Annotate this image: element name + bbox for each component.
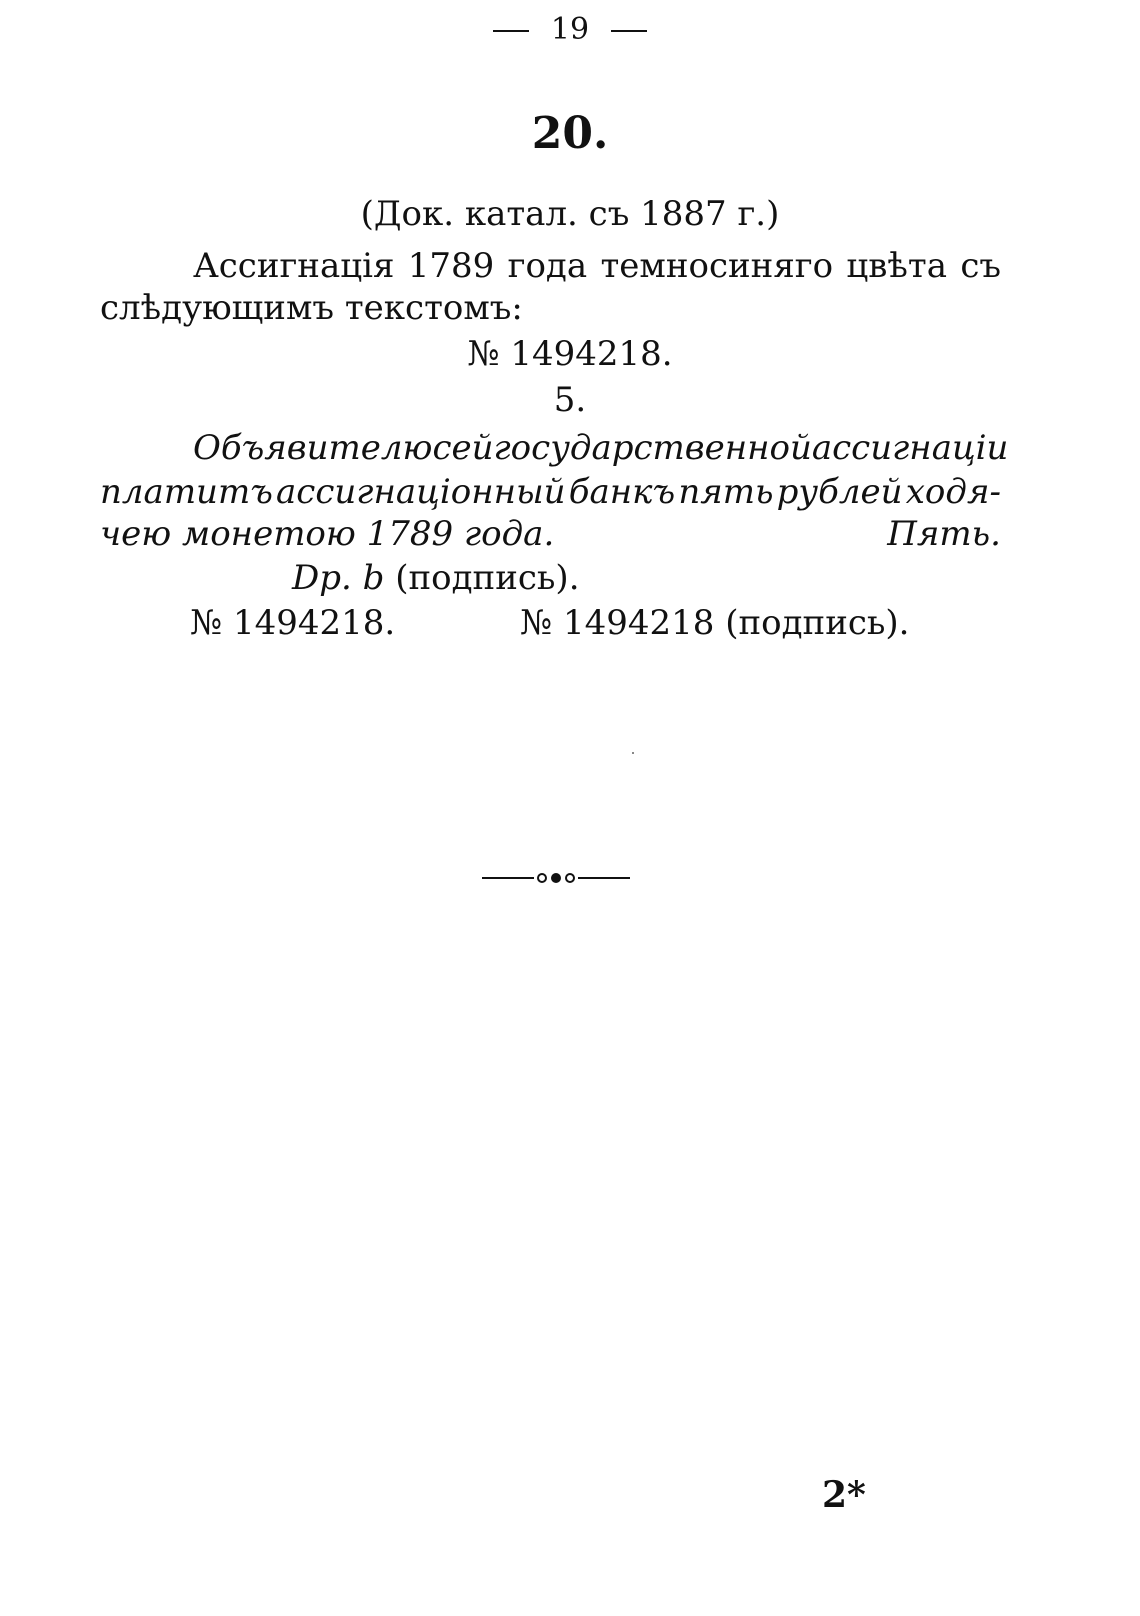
intro-word: цвѣта bbox=[846, 246, 947, 286]
footnote-mark: 2* bbox=[822, 1474, 866, 1516]
catalog-reference: (Док. катал. съ 1887 г.) bbox=[360, 194, 780, 234]
serial-number-right: № 1494218 (подпись). bbox=[520, 603, 910, 643]
denomination: 5. bbox=[553, 380, 587, 420]
text-word: банкъ bbox=[568, 472, 676, 512]
text-word: сей bbox=[432, 428, 494, 468]
text-word: платитъ bbox=[100, 472, 273, 512]
bottom-serials bbox=[190, 603, 910, 643]
intro-line-1 bbox=[193, 246, 1001, 286]
text-word: Объявителю bbox=[193, 428, 433, 468]
signature-line bbox=[292, 558, 580, 598]
dash-left bbox=[493, 30, 529, 32]
banknote-text-line-3 bbox=[100, 514, 1001, 554]
text-line-3-left: чею монетою 1789 года. bbox=[100, 514, 555, 554]
text-word: ассигнаціи bbox=[811, 428, 1009, 468]
signature-initials: Dp. b bbox=[292, 558, 385, 598]
intro-line-2: слѣдующимъ текстомъ: bbox=[100, 288, 523, 328]
intro-word: съ bbox=[960, 246, 1001, 286]
text-line-3-right: Пять. bbox=[887, 514, 1001, 554]
page-number: 19 bbox=[550, 12, 590, 47]
intro-word: темносиняго bbox=[600, 246, 834, 286]
banknote-text-line-2 bbox=[100, 472, 1001, 512]
text-word: государственной bbox=[493, 428, 812, 468]
text-word: ассигнаціонный bbox=[276, 472, 566, 512]
section-number: 20. bbox=[531, 108, 609, 159]
text-word: ходя- bbox=[905, 472, 1001, 512]
ornament-divider-icon bbox=[482, 868, 630, 888]
intro-word: 1789 bbox=[407, 246, 495, 286]
page-number-line bbox=[0, 10, 1140, 50]
dash-right bbox=[611, 30, 647, 32]
text-word: рублей bbox=[776, 472, 903, 512]
intro-word: Ассигнація bbox=[193, 246, 395, 286]
serial-number-top: № 1494218. bbox=[467, 334, 673, 374]
banknote-text-line-1 bbox=[193, 428, 1009, 468]
print-speck bbox=[632, 752, 634, 754]
serial-number-left: № 1494218. bbox=[190, 603, 396, 643]
signature-note: (подпись). bbox=[395, 558, 580, 598]
intro-word: года bbox=[507, 246, 588, 286]
text-word: пять bbox=[678, 472, 774, 512]
